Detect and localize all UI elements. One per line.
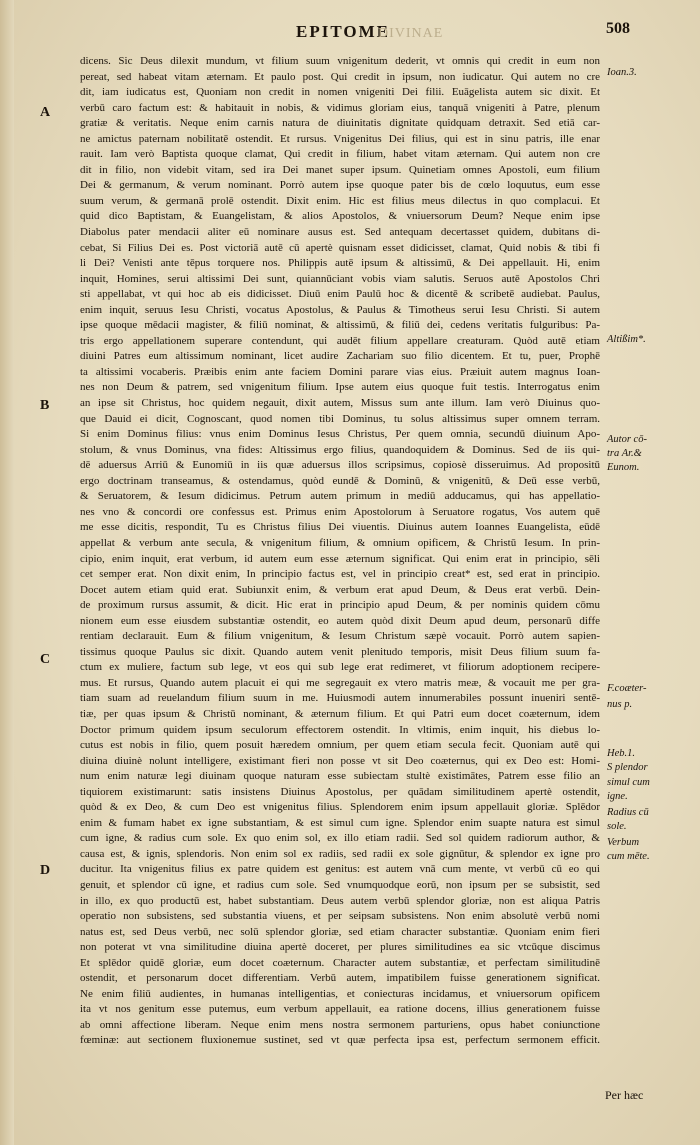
page-number: 508 bbox=[606, 20, 630, 37]
text-line: tissimus quoque Paulus sic dixit. Quando autem venit plenitudo temporis, misit Deus filium suum fa- bbox=[80, 645, 600, 658]
text-line: & Seruatorem, & Iesum didicimus. Petrum autem primum in mediū adducamus, qui has appellatio- bbox=[80, 490, 600, 503]
text-line: num enim naturæ legi diuinam quoque naturam esse subiectam stultè existimātes, Patrem esse filio an bbox=[80, 770, 600, 783]
text-line: in illo, ex quo productū est, habet substantiam. Deus autem verbū splendor gloriæ, non est aliqua Patris bbox=[80, 894, 600, 907]
text-line: me esse dicitis, respondit, Tu es Christus filius Dei viuentis. Diuinus autem Ioannes Euangelista, eūdē bbox=[80, 521, 600, 534]
running-title: EPITOME bbox=[296, 22, 390, 41]
text-line: gratiæ & veritatis. Neque enim carnis natura de diuinitatis dignitate quidquam detraxit. Sed etiā car- bbox=[80, 117, 600, 130]
text-line: suum verum, & germanā prolē ostendit. Dixit enim. Hic est filius meus dilectus in quo complacui. Et bbox=[80, 194, 600, 207]
text-line: Et splēdor quidē gloriæ, eum docet coæternum. Character autem substantiæ, et perfectam similitudinē bbox=[80, 956, 600, 969]
margin-note: cum mēte. bbox=[607, 851, 650, 862]
text-line: causa est, & ignis, splendoris. Non enim sol ex radiis, sed radii ex sole gignūtur, & splendor ex igne pro bbox=[80, 847, 600, 860]
margin-note: S plendor bbox=[607, 762, 648, 773]
text-line: tris ergo appellationem superare contendunt, qui audēt filium appellare creaturam. Quòd autē etiam bbox=[80, 334, 600, 347]
text-line: operatio non subsistens, sed substantia viuens, et per seipsam subsistens. Non enim absolutè verbū nomi bbox=[80, 910, 600, 923]
text-line: rauit. Iam verò Baptista quoque clamat, Qui credit in filium, habet vitam æternam. Qui autem non cre bbox=[80, 148, 600, 161]
text-line: ne amictus paternam nobilitatē ostendit. Et rursus. Vnigenitus Dei filius, qui est in sinu patris, ille enar bbox=[80, 132, 600, 145]
text-line: Dei & germanum, & verum nominant. Porrò autem ipse quoque pater bis de cœlo loquutus, eum esse bbox=[80, 179, 600, 192]
text-line: de proximum rursus assumit, & dicit. Hic erat in principio apud Deum, & per nominis quidem cōmu bbox=[80, 599, 600, 612]
text-line: non poterat vt vna similitudine diuina apertè doceret, per plures similitudines ea sic vtcūque discimus bbox=[80, 941, 600, 954]
text-line: ctum ex muliere, factum sub lege, vt eos qui sub lege erat redimeret, vt filiorum adoptionem recipere- bbox=[80, 661, 600, 674]
text-line: genuit, et splendor cū igne, et radius cum sole. Sed vnumquodque eorū, non ipsum per se subsistit, sed bbox=[80, 878, 600, 891]
text-line: natus est, sed Deus verbū, nec solū splendor gloriæ, sed etiam character substantiæ. Quoniam enim fieri bbox=[80, 925, 600, 938]
text-line: stolum, & vnus Dominus, vna fides: Altissimus ergo filius, quandoquidem & Dominus. Sed de iis qui- bbox=[80, 443, 600, 456]
margin-note: tra Ar.& bbox=[607, 448, 642, 459]
binding-gutter bbox=[0, 0, 14, 1145]
text-line: ab omni affectione liberam. Neque enim mens nostra sermonem parturiens, opus habet coniunctione bbox=[80, 1018, 600, 1031]
text-line: an ipse sit Christus, hoc quidem negauit, dixit autem, Missus sum ante illum. Iam verò Diuinus quo- bbox=[80, 397, 600, 410]
margin-note: sole. bbox=[607, 821, 627, 832]
text-line: ostendit, et personarum docet differentiam. Verbū autem, impatibilem fuisse generationem significat. bbox=[80, 972, 600, 985]
text-line: mus. Et rursus, Quando autem placuit ei qui me segregauit ex vtero matris meæ, & vocauit me per gra- bbox=[80, 676, 600, 689]
margin-note: Ioan.3. bbox=[607, 67, 637, 78]
text-line: enim & fumam habet ex igne substantiam, & est simul cum igne. Splendor enim suapte natura est simul bbox=[80, 816, 600, 829]
text-line: diuina diuinè nolunt intelligere, existimant fieri non posse vt sit Deo coæternus, qui ex Deo est: Homi- bbox=[80, 754, 600, 767]
text-line: tiæ, per quas ipsum & Christū nominant, & æternum filium. Et qui Patri eum docet coæternum, idem bbox=[80, 707, 600, 720]
text-line: fœminæ: aut sectionem fluxionemue sustinet, sed vt quæ perfecta ipsa est, perfectum sermonem efficit. bbox=[80, 1034, 600, 1047]
text-line bbox=[80, 1049, 600, 1065]
margin-note: nus p. bbox=[607, 699, 633, 710]
margin-letter-b: B bbox=[40, 398, 50, 413]
text-line: Si enim Dominus filius: vnus enim Dominus Iesus Christus, Per quem omnia, secundū diuinum Apo- bbox=[80, 428, 600, 441]
text-line: inquit, Homines, serui altissimi Dei sunt, quiannūciant vobis viam salutis. Seruos autē Apostolos Chri bbox=[80, 272, 600, 285]
margin-note: simul cum bbox=[607, 777, 650, 788]
text-line: li Dei? Venisti ante tēpus torquere nos. Philippis autē ipsum & altissimū, & Dei appellauit. Hi, enim bbox=[80, 257, 600, 270]
text-line: Docet autem etiam quid erat. Subiunxit enim, & verbum erat apud Deum, & Deus erat verbū. Dein- bbox=[80, 583, 600, 596]
text-line: diuini Patres eum altissimum nominant, licet audire Zachariam suo filio dicentem. Et tu, puer, Prophē bbox=[80, 350, 600, 363]
text-line: rentiam declarauit. Eum & filium vnigenitum, & Iesum Christum sæpè vocauit. Porrò autem sapien- bbox=[80, 630, 600, 643]
text-line: Doctor primum quidem ipsum seculorum effectorem ostendit. In vltimis, enim inquit, his diebus lo- bbox=[80, 723, 600, 736]
margin-letter-d: D bbox=[40, 863, 51, 878]
margin-note: Autor cō- bbox=[607, 434, 647, 445]
text-line: dit in filio, non videbit vitam, sed ira Dei manet super ipsum. Quinetiam omnes Apostoli, eum filium bbox=[80, 163, 600, 176]
text-line: quid dico Baptistam, & Euangelistam, & alios Apostolos, & vniuersorum Deum? Neque enim ipse bbox=[80, 210, 600, 223]
margin-note: Heb.1. bbox=[607, 748, 635, 759]
text-line: dē aduersus Arriū & Eunomiū in iis quæ aduersus illos scripsimus, copiosè disseruimus. Ad propositū bbox=[80, 459, 600, 472]
text-line: Diabolus pater mendacii aliter eū nominare ausus est. Sed antequam decertasset quidem, dubitans di- bbox=[80, 226, 600, 239]
text-line: quòd & ex Deo, & cum Deo est vnigenitus filius. Splendorem enim ipsum appellauit gloriæ. Splēdor bbox=[80, 801, 600, 814]
text-line: enim inquit, seruus Iesu Christi, vocatus Apostolus, & Paulus & Timotheus serui Iesu Christi. Si autem bbox=[80, 303, 600, 316]
text-line: dicens. Sic Deus dilexit mundum, vt filium suum vnigenitum dederit, vt omnis qui credit in eum non bbox=[80, 55, 600, 67]
main-text-column bbox=[80, 54, 600, 1065]
margin-letter-a: A bbox=[40, 105, 51, 120]
text-line: tiam suam ad reuelandum filium suum in me. Huiusmodi autem innumerabiles possunt inueniri sentē- bbox=[80, 692, 600, 705]
margin-note: igne. bbox=[607, 791, 628, 802]
text-line: cipio, enim inquit, erat verbum, id autem eum esse æternum significat. Qui enim erat in principio, sēli bbox=[80, 552, 600, 565]
text-line: nionem eum esse eiusdem substantiæ ostendit, eo autem quòd dixit Deum apud deum, personarū diffe bbox=[80, 614, 600, 627]
text-line: ducitur. Ita vnigenitus filius ex patre quidem est genitus: est autem vnā cum mente, vt verbū cū eo qui bbox=[80, 863, 600, 876]
text-line: dit, iam iudicatus est, Quoniam non credit in nomen vnigeniti Dei filii. Euāgelista autem sic dixit. Et bbox=[80, 86, 600, 99]
margin-note: Altißim*. bbox=[607, 334, 646, 345]
text-line: ergo doctrinam transeamus, & ostendamus, quòd eundē & Dominū, & vnigenitū, & Deū esse verbū, bbox=[80, 474, 600, 487]
margin-note: Eunom. bbox=[607, 462, 640, 473]
margin-note: Radius cū bbox=[607, 807, 649, 818]
text-line: pereat, sed habeat vitam æternam. Et paulo post. Qui credit in ipsum, non iudicatur. Qui autem no cre bbox=[80, 70, 600, 83]
text-line: cutus est nobis in filio, quem posuit hæredem omnium, per quem etiam secula fecit. Quoniam autē qui bbox=[80, 739, 600, 752]
margin-note: F.coæter- bbox=[607, 683, 647, 694]
text-line: cet semper erat. Non dixit enim, In principio factus est, vel in principio creat* est, sed erat in principio. bbox=[80, 568, 600, 581]
text-line: ta altissimi vocaberis. Præibis enim ante faciem Domini parare vias eius. Præiuit autem magnus Ioan- bbox=[80, 365, 600, 378]
text-line: que Dauid ei dicit, Cognoscant, quod nomen tibi Dominus, tu solus altissimus super omnem terram. bbox=[80, 412, 600, 425]
text-line: ita vt nos genitum esse putemus, eum verbum appellauit, ea ratione docens, illius generationem fuisse bbox=[80, 1003, 600, 1016]
text-line: cum igne, & radius cum sole. Ex quo enim sol, ex illo etiam radii. Sed sol quidem radiorum author, & bbox=[80, 832, 600, 845]
text-line: tiquiorem existimarunt: satis insistens Diuinus Apostolus, per quādam similitudinem apertè ostendit, bbox=[80, 785, 600, 798]
catchword: Per hæc bbox=[605, 1088, 644, 1102]
text-line: sti appellabat, vt qui hoc ab eis didicisset. Diuū enim Paulū hoc & dicentē & scribetē audiebat. Paulus, bbox=[80, 288, 600, 301]
text-line: appellat & verbum ante secula, & vnigenitum filium, & omnium opificem, & Christū Iesum. In prin- bbox=[80, 536, 600, 549]
bleed-through-text: DIVINAE bbox=[378, 26, 444, 41]
text-line: nes non Deum & patrem, sed vnigenitum filium. Ipse autem eius quoque fuit testis. Interrogatus enim bbox=[80, 381, 600, 394]
text-line: verbū caro factum est: & habitauit in nobis, & vidimus gloriam eius, tanquā vnigeniti à Patre, plenum bbox=[80, 101, 600, 114]
margin-note: Verbum bbox=[607, 837, 640, 848]
text-line: Ne enim filiū audientes, in humanas intelligentias, et coniecturas incidamus, et vniuersorum opificem bbox=[80, 987, 600, 1000]
text-line: cebat, Si Filius Dei es. Post victoriā autē cū apertè quisnam esset didicisset, clamat, Quid nobis & tibi fi bbox=[80, 241, 600, 254]
page-header bbox=[0, 20, 700, 46]
margin-letter-c: C bbox=[40, 652, 51, 667]
text-line: ipse quoque mēdacii magister, & filiū nominat, & altissimū, & filiū dei, cedens veritatis fulguribus: Pa- bbox=[80, 319, 600, 332]
text-line: nes vno & concordi ore confessus est. Primus enim Apostolorum à Seruatore rogatus, Vos autem quē bbox=[80, 505, 600, 518]
